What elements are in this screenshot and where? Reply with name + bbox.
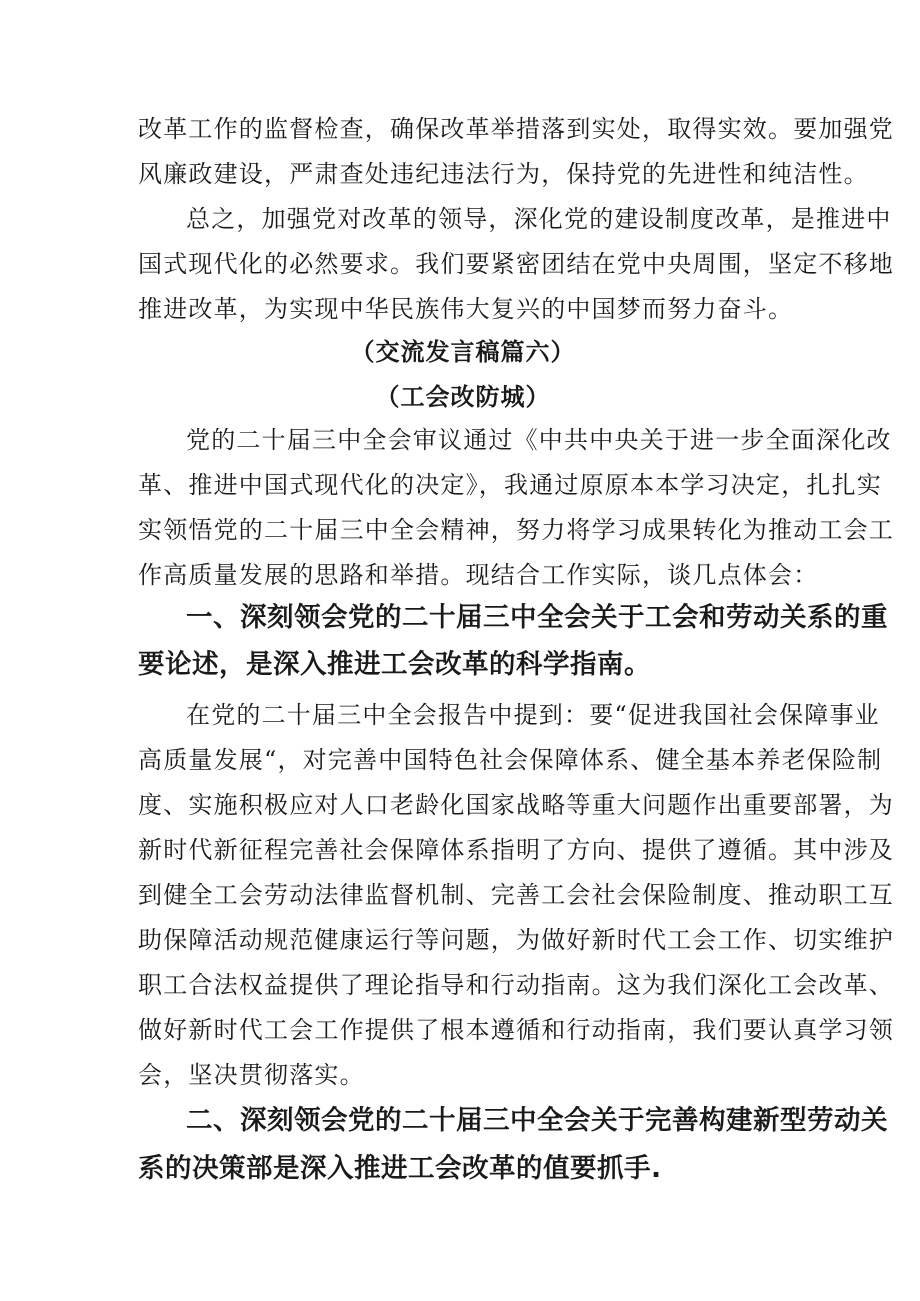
paragraph-line: 助保障活动规范健康运行等问题，为做好新时代工会工作、切实维护 [138, 926, 894, 954]
paragraph-line: 会，坚决贯彻落实。 [138, 1061, 365, 1089]
paragraph-line: 党的二十届三中全会审议通过《中共中央关于进一步全面深化改 [186, 426, 892, 454]
paragraph-line: 推进改革，为实现中华民族伟大复兴的中国梦而努力奋斗。 [138, 295, 794, 323]
paragraph-line: 作高质量发展的思路和举措。现结合工作实际，谈几点体会： [138, 561, 819, 589]
paragraph-line: 总之，加强党对改革的领导，深化党的建设制度改革，是推进中 [186, 205, 892, 233]
paragraph-line: 职工合法权益提供了理论指导和行动指南。这为我们深化工会改革、 [138, 971, 894, 999]
paragraph-line: 到健全工会劳动法律监督机制、完善工会社会保险制度、推动职工互 [138, 881, 894, 909]
paragraph-line: 实领悟党的二十届三中全会精神，努力将学习成果转化为推动工会工 [138, 516, 894, 544]
paragraph-line: 风廉政建设，严肃查处违纪违法行为，保持党的先进性和纯洁性。 [138, 160, 869, 188]
paragraph-line: 革、推进中国式现代化的决定》，我通过原原本本学习决定，扎扎实 [138, 471, 882, 499]
section-heading-one-cont: 要论述，是深入推进工会改革的科学指南。 [138, 649, 651, 680]
paragraph-line: 在党的二十届三中全会报告中提到：要“促进我国社会保障事业 [186, 701, 880, 729]
author-unit: （工会改防城） [375, 382, 551, 411]
paragraph-line: 做好新时代工会工作提供了根本遵循和行动指南，我们要认真学习领 [138, 1016, 894, 1044]
paragraph-line: 新时代新征程完善社会保障体系指明了方向、提供了遵循。其中涉及 [138, 836, 894, 864]
section-title: （交流发言稿篇六） [350, 337, 576, 366]
section-heading-one: 一、深刻领会党的二十届三中全会关于工会和劳动关系的重 [186, 602, 888, 633]
section-heading-two: 二、深刻领会党的二十届三中全会关于完善构建新型劳动关 [186, 1105, 888, 1136]
paragraph-line: 改革工作的监督检查，确保改革举措落到实处，取得实效。要加强党 [138, 115, 894, 143]
section-heading-two-cont: 系的决策部是深入推进工会改革的值要抓手. [138, 1153, 662, 1184]
paragraph-line: 国式现代化的必然要求。我们要紧密团结在党中央周围，坚定不移地 [138, 250, 894, 278]
paragraph-line: 度、实施积极应对人口老龄化国家战略等重大问题作出重要部署，为 [138, 791, 894, 819]
paragraph-line: 高质量发展“，对完善中国特色社会保障体系、健全基本养老保险制 [138, 746, 883, 774]
